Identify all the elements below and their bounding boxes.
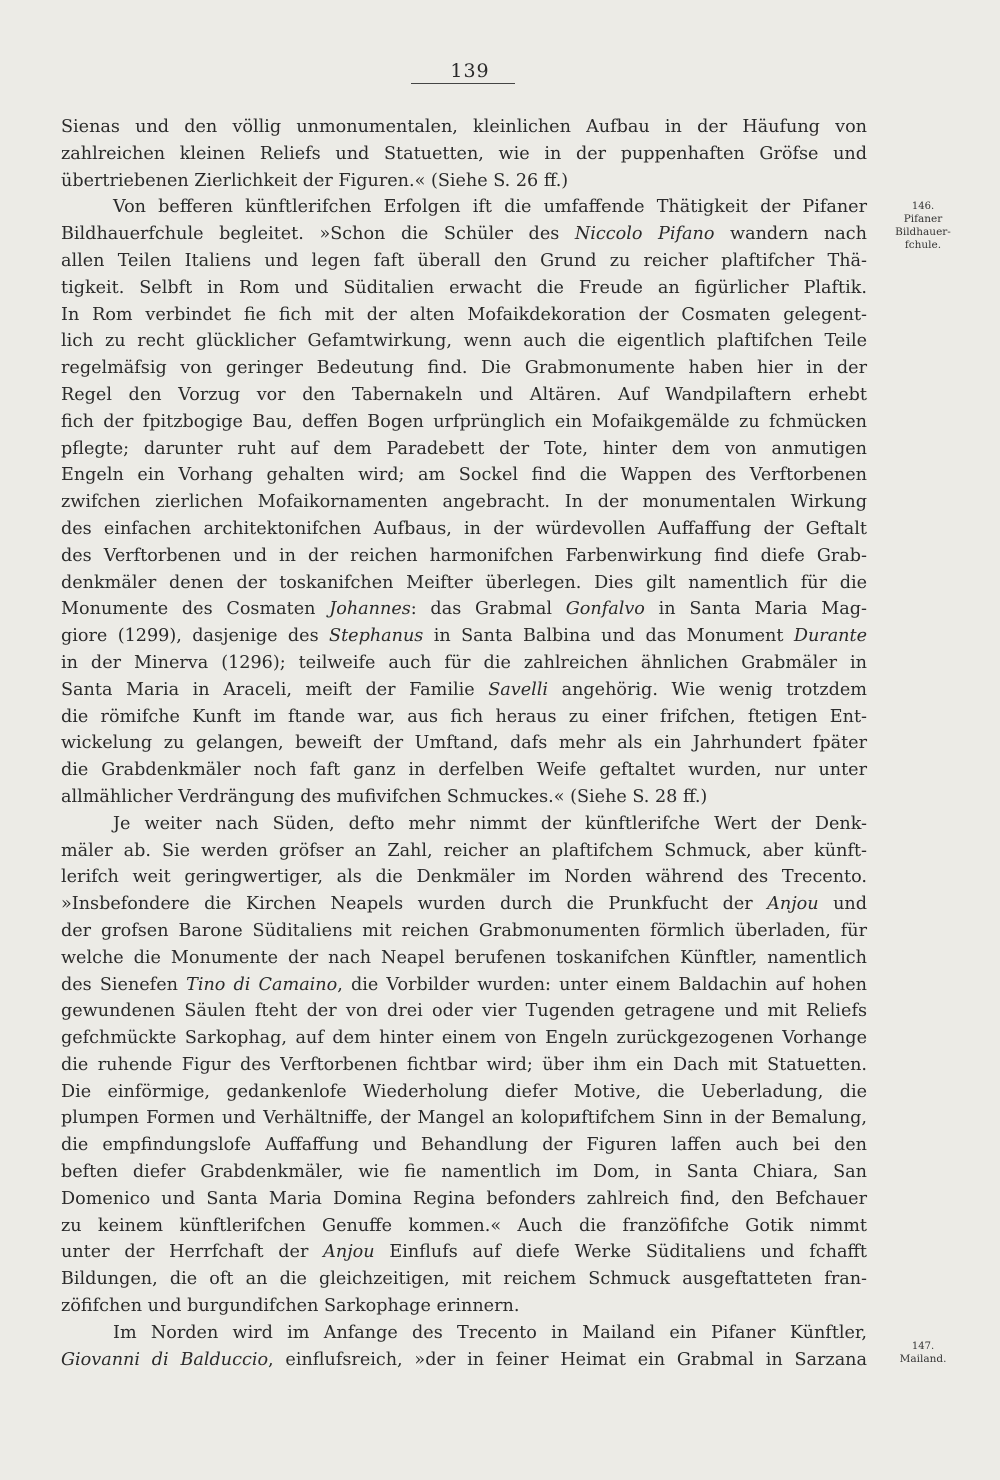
body-text	[61, 114, 867, 1373]
text-line: Von befferen künftlerifchen Erfolgen ift die umfaffende Thätigkeit der Pifaner	[113, 197, 867, 218]
person-name: Durante	[793, 626, 867, 647]
person-name: Anjou	[323, 1242, 375, 1263]
margin-note-number: 147.	[911, 1341, 935, 1352]
text-line: regelmäfsig von geringer Bedeutung find. Die Grabmonumente haben hier in der	[61, 358, 867, 379]
text-line: fich der fpitzbogige Bau, deffen Bogen urfprünglich ein Mofaikgemälde zu fchmücken	[61, 411, 867, 432]
text-line: Engeln ein Vorhang gehalten wird; am Sockel find die Wappen des Verftorbenen	[61, 465, 867, 486]
person-name: Niccolo Pifano	[574, 224, 715, 245]
text-line: In Rom verbindet fie fich mit der alten Mofaikdekoration der Cosmaten gelegent-	[61, 304, 867, 325]
margin-note-label: fchule.	[904, 239, 942, 251]
text-line: Regel den Vorzug vor den Tabernakeln und Altären. Auf Wandpilaftern erhebt	[61, 384, 867, 405]
text-line: des Verftorbenen und in der reichen harmonifchen Farbenwirkung find diefe Grab-	[61, 545, 867, 566]
text-line: giore (1299), dasjenige des Stephanus in Santa Balbina und das Monument Durante	[61, 626, 867, 647]
text-line: Die einförmige, gedankenlofe Wiederholung diefer Motive, die Ueberladung, die	[61, 1081, 867, 1102]
text-line: lich zu recht glücklicher Gefamtwirkung, wenn auch die eigentlich plaftifchen Teile	[61, 331, 867, 352]
text-line: denkmäler denen der toskanifchen Meifter überlegen. Dies gilt namentlich für die	[61, 572, 867, 593]
person-name: Giovanni di Balduccio	[61, 1349, 269, 1370]
page-number-rule	[411, 83, 515, 84]
person-name: Anjou	[767, 894, 819, 915]
margin-note-label: Mailand.	[899, 1353, 947, 1365]
text-line: Bildungen, die oft an die gleichzeitigen, mit reichem Schmuck ausgeftatteten fran-	[61, 1269, 867, 1290]
person-name: Gonfalvo	[565, 599, 645, 620]
margin-note-146	[878, 200, 968, 252]
text-line: lerifch weit geringwertiger, als die Denkmäler im Norden während des Trecento.	[61, 867, 867, 888]
text-line: die ruhende Figur des Verftorbenen fichtbar wird; über ihm ein Dach mit Statuetten.	[61, 1054, 867, 1075]
text-line: allmählicher Verdrängung des mufivifchen Schmuckes.« (Siehe S. 28 ff.)	[61, 786, 708, 807]
margin-note-147	[878, 1340, 968, 1366]
text-line: welche die Monumente der nach Neapel berufenen toskanifchen Künftler, namentlich	[61, 947, 867, 968]
page-number: 139	[450, 60, 490, 82]
person-name: Stephanus	[329, 626, 424, 647]
text-line: Je weiter nach Süden, defto mehr nimmt der künftlerifche Wert der Denk-	[113, 813, 867, 834]
text-line: die römifche Kunft im ftande war, aus fich heraus zu einer frifchen, ftetigen Ent-	[61, 706, 867, 727]
text-line: der grofsen Barone Süditaliens mit reichen Grabmonumenten förmlich überladen, für	[61, 920, 867, 941]
person-name: Johannes	[329, 599, 411, 620]
text-line: zöfifchen und burgundifchen Sarkophage erinnern.	[61, 1296, 520, 1317]
text-line: wickelung zu gelangen, beweift der Umftand, dafs mehr als ein Jahrhundert fpäter	[61, 733, 867, 754]
text-line: in der Minerva (1296); teilweife auch für die zahlreichen ähnlichen Grabmäler in	[61, 652, 867, 673]
person-name: Savelli	[488, 679, 548, 700]
text-line: »Insbefondere die Kirchen Neapels wurden durch die Prunkfucht der Anjou und	[61, 894, 867, 915]
text-line: gefchmückte Sarkophag, auf dem hinter einem von Engeln zurückgezogenen Vorhange	[61, 1028, 867, 1049]
text-line: Giovanni di Balduccio, einflufsreich, »der in feiner Heimat ein Grabmal in Sarzana	[61, 1349, 868, 1370]
margin-note-number: 146.	[911, 201, 935, 212]
text-line: des Sienefen Tino di Camaino, die Vorbilder wurden: unter einem Baldachin auf hohen	[61, 974, 867, 995]
person-name: Tino di Camaino	[186, 974, 338, 995]
text-line: Bildhauerfchule begleitet. »Schon die Schüler des Niccolo Pifano wandern nach	[61, 224, 867, 245]
text-line: des einfachen architektonifchen Aufbaus, in der würdevollen Auffaffung der Geftalt	[61, 518, 867, 539]
text-line: Monumente des Cosmaten Johannes: das Grabmal Gonfalvo in Santa Maria Mag-	[61, 599, 867, 620]
text-line: Sienas und den völlig unmonumentalen, kleinlichen Aufbau in der Häufung von	[61, 117, 867, 137]
text-line: allen Teilen Italiens und legen faft überall den Grund zu reicher plaftifcher Thä-	[61, 250, 867, 271]
text-line: Santa Maria in Araceli, meift der Familie Savelli angehörig. Wie wenig trotzdem	[61, 679, 867, 700]
text-line: zwifchen zierlichen Mofaikornamenten angebracht. In der monumentalen Wirkung	[61, 492, 867, 513]
margin-note-label: Pifaner	[903, 213, 943, 225]
text-line: zahlreichen kleinen Reliefs und Statuetten, wie in der puppenhaften Gröfse und	[61, 143, 867, 164]
text-line: übertriebenen Zierlichkeit der Figuren.« (Siehe S. 26 ff.)	[61, 170, 569, 191]
text-line: die Grabdenkmäler noch faft ganz in derfelben Weife geftaltet wurden, nur unter	[61, 760, 867, 781]
text-line: Domenico und Santa Maria Domina Regina befonders zahlreich find, den Befchauer	[61, 1188, 867, 1209]
text-line: zu keinem künftlerifchen Genuffe kommen.« Auch die franzöfifche Gotik nimmt	[61, 1215, 867, 1236]
text-line: die empfindungslofe Auffaffung und Behandlung der Figuren laffen auch bei den	[61, 1135, 867, 1156]
text-line: plumpen Formen und Verhältniffe, der Mangel an kolориftifchem Sinn in der Bemalung,	[61, 1108, 867, 1129]
text-line: tigkeit. Selbft in Rom und Süditalien erwacht die Freude an figürlicher Plaftik.	[61, 277, 867, 298]
text-line: beften diefer Grabdenkmäler, wie fie namentlich im Dom, in Santa Chiara, San	[61, 1162, 867, 1183]
margin-note-label: Bildhauer-	[895, 226, 951, 238]
text-line: mäler ab. Sie werden gröfser an Zahl, reicher an plaftifchem Schmuck, aber künft-	[61, 840, 867, 861]
text-line: unter der Herrfchaft der Anjou Einflufs auf diefe Werke Süditaliens und fchafft	[61, 1242, 868, 1263]
text-line: Im Norden wird im Anfange des Trecento in Mailand ein Pifaner Künftler,	[113, 1322, 867, 1343]
text-line: gewundenen Säulen fteht der von drei oder vier Tugenden getragene und mit Reliefs	[61, 1001, 867, 1022]
text-line: pflegte; darunter ruht auf dem Paradebett der Tote, hinter dem von anmutigen	[61, 438, 867, 459]
